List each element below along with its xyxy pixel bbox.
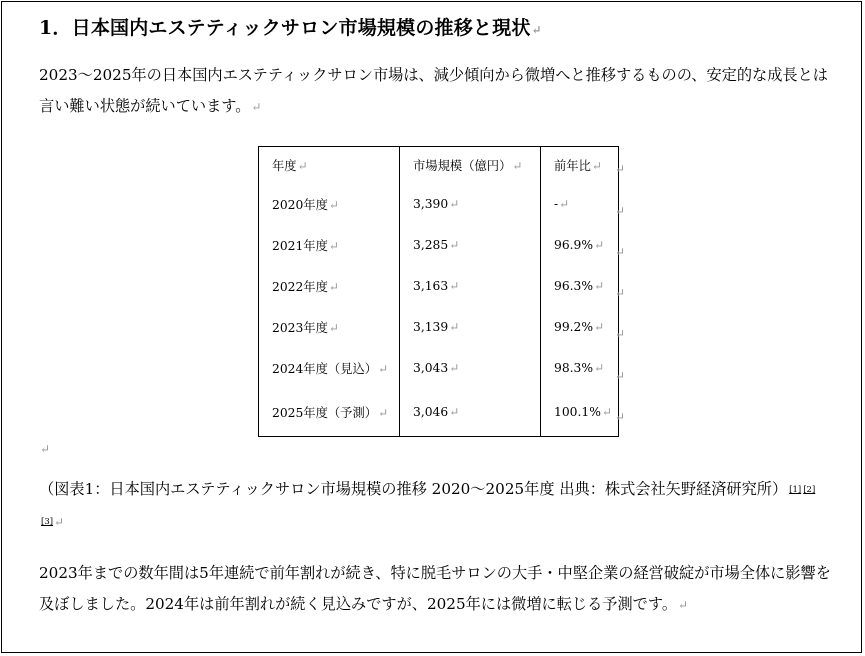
table-caption (39, 474, 839, 538)
caption-text: （図表1：日本国内エステティックサロン市場規模の推移 2020～2025年度 出典：株式会社矢野経済研究所） (39, 480, 788, 498)
table-row (259, 183, 619, 224)
table-row (259, 347, 619, 388)
paragraph-mark: ↵ (678, 598, 689, 612)
document-page (1, 1, 862, 653)
table-row (259, 224, 619, 265)
table-row (259, 306, 619, 347)
row-end-mark: ↵ (615, 245, 626, 259)
row-end-mark: ↵ (615, 286, 626, 300)
table-cell: 3,046↵ (400, 388, 541, 437)
row-end-mark: ↵ (615, 327, 626, 341)
table-cell: 2025年度（予測）↵ (259, 388, 400, 437)
analysis-paragraph (39, 558, 839, 621)
footnote-ref-2[interactable]: [2] (803, 485, 816, 495)
table-header-cell: 前年比↵ (541, 147, 619, 184)
empty-paragraph-mark: ↵ (40, 442, 51, 456)
table-cell: 3,163↵ (400, 265, 541, 306)
table-header-cell: 年度↵ (259, 147, 400, 184)
table-row (259, 265, 619, 306)
table-cell: 3,043↵ (400, 347, 541, 388)
row-end-mark: ↵ (615, 410, 626, 424)
footnote-ref-1[interactable]: [1] (789, 485, 802, 495)
table-cell: 3,285↵ (400, 224, 541, 265)
intro-paragraph-text: 2023～2025年の日本国内エステティックサロン市場は、減少傾向から微増へと推移するものの、安定的な成長とは言い難い状態が続いています。 (39, 66, 828, 115)
table-cell: 100.1%↵ (541, 388, 619, 437)
table-header-cell: 市場規模（億円）↵ (400, 147, 541, 184)
table-cell: 96.3%↵ (541, 265, 619, 306)
table-cell: 2024年度（見込）↵ (259, 347, 400, 388)
section-heading (39, 13, 542, 40)
paragraph-mark: ↵ (251, 100, 262, 114)
paragraph-mark: ↵ (531, 23, 542, 37)
table-row (259, 388, 619, 437)
row-end-mark: ↵ (615, 162, 626, 176)
market-size-table (258, 146, 619, 437)
table-cell: 3,139↵ (400, 306, 541, 347)
paragraph-mark: ↵ (54, 515, 65, 529)
heading-text: 1．日本国内エステティックサロン市場規模の推移と現状 (39, 17, 531, 39)
row-end-mark: ↵ (615, 204, 626, 218)
table-cell: 96.9%↵ (541, 224, 619, 265)
table-cell: 2022年度↵ (259, 265, 400, 306)
footnote-ref-3[interactable]: [3] (41, 517, 54, 527)
row-end-mark: ↵ (615, 369, 626, 383)
table-cell: 99.2%↵ (541, 306, 619, 347)
table-cell: 3,390↵ (400, 183, 541, 224)
table-cell: 2020年度↵ (259, 183, 400, 224)
table-cell: -↵ (541, 183, 619, 224)
intro-paragraph (39, 60, 839, 123)
table-cell: 98.3%↵ (541, 347, 619, 388)
table-cell: 2023年度↵ (259, 306, 400, 347)
table-cell: 2021年度↵ (259, 224, 400, 265)
analysis-paragraph-text: 2023年までの数年間は5年連続で前年割れが続き、特に脱毛サロンの大手・中堅企業の経営破綻が市場全体に影響を及ぼしました。2024年は前年割れが続く見込みですが、2025年には微増に転じる予測です。 (39, 564, 831, 613)
table-header-row (259, 147, 619, 184)
